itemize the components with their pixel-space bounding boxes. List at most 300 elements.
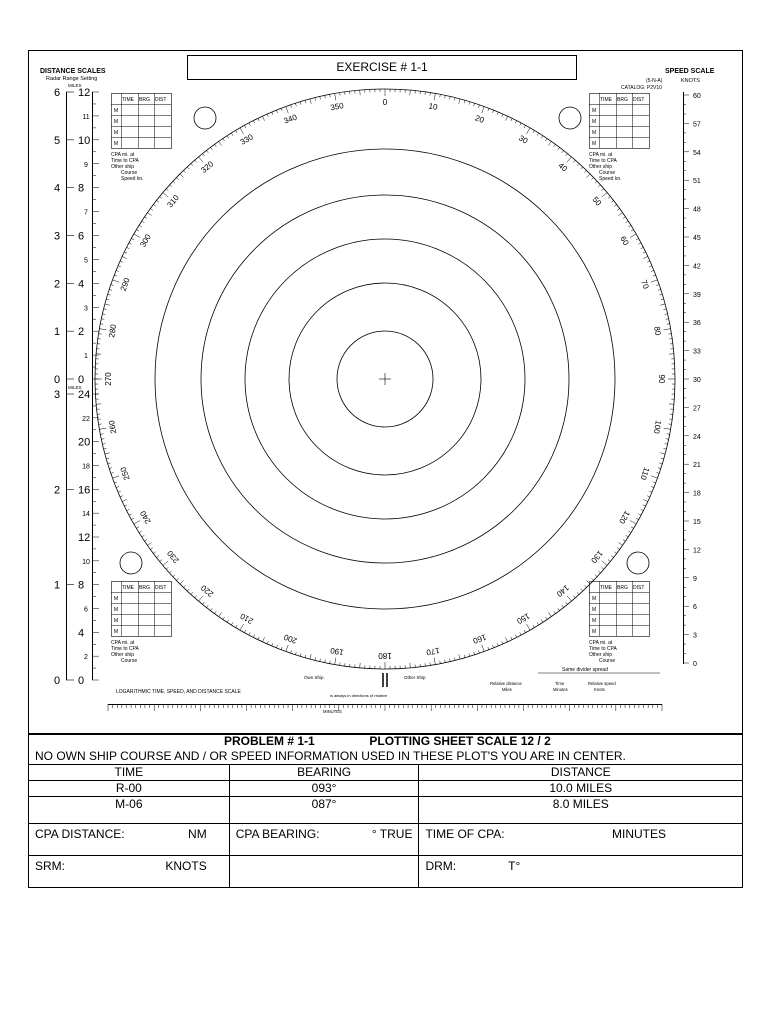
bearing-label: 270 — [104, 372, 113, 386]
bearing-tick — [223, 617, 225, 619]
table-row — [29, 781, 743, 797]
bearing-label: 300 — [138, 232, 153, 249]
bearing-label: 310 — [165, 193, 181, 210]
corner-m-label: M — [592, 629, 597, 635]
bearing-tick — [566, 602, 568, 604]
bearing-tick — [180, 174, 184, 178]
corner-circle-tl — [194, 107, 216, 129]
bearing-tick — [562, 605, 564, 607]
cpa-bearing-field[interactable] — [229, 824, 419, 856]
bearing-tick — [258, 118, 259, 121]
bearing-tick — [617, 548, 619, 550]
bearing-tick — [587, 174, 591, 178]
bearing-tick — [434, 93, 435, 100]
bearing-label: 180 — [378, 651, 392, 660]
corner-time-header: TIME — [600, 97, 612, 103]
dist-scale-a-label: 4 — [54, 182, 61, 195]
dist-scale-d-minor-label: 10 — [82, 558, 90, 566]
corner-m-label: M — [114, 141, 119, 147]
bearing-tick — [548, 141, 551, 145]
bearing-tick — [310, 99, 311, 104]
bearing-tick — [116, 270, 119, 271]
bearing-tick — [231, 622, 233, 625]
dist-scale-b-minor-label: 3 — [84, 305, 88, 313]
bearing-tick — [628, 531, 631, 533]
cpa-distance-label: CPA DISTANCE: — [35, 827, 125, 841]
bearing-tick — [666, 439, 669, 440]
corner-speed: Speed kn. — [121, 176, 144, 182]
bearing-tick — [223, 139, 225, 141]
bearing-tick — [464, 655, 465, 658]
bearing-tick — [108, 463, 111, 464]
corner-speed: Speed kn. — [599, 176, 622, 182]
bearing-tick — [109, 289, 112, 290]
bearing-tick — [116, 487, 119, 488]
bearing-tick — [305, 655, 306, 658]
bearing-tick — [647, 496, 650, 497]
bearing-tick — [649, 491, 652, 492]
row1-distance: 10.0 MILES — [419, 781, 743, 797]
knots-unit: KNOTS — [165, 859, 207, 873]
bearing-tick — [661, 458, 664, 459]
rel-dist-miles: Miles — [502, 687, 512, 692]
corner-m-label: M — [592, 141, 597, 147]
bearing-tick — [184, 585, 186, 587]
bearing-tick — [623, 539, 625, 541]
bearing-tick — [591, 578, 593, 580]
corner-other-ship: Other ship — [589, 164, 613, 170]
speed-scale-label: 3 — [693, 632, 697, 640]
bearing-tick — [325, 95, 326, 98]
bearing-tick — [150, 548, 152, 550]
corner-cpa-line: CPA mi. at — [589, 640, 613, 646]
bearing-tick — [474, 103, 475, 106]
bearing-label: 150 — [515, 611, 532, 626]
bearing-label: 140 — [554, 583, 571, 599]
bearing-tick — [139, 531, 142, 533]
bearing-tick — [104, 309, 107, 310]
bearing-tick — [636, 238, 639, 239]
bearing-tick — [101, 439, 104, 440]
bearing-tick — [651, 487, 654, 488]
bearing-tick — [102, 444, 105, 445]
true-unit: ° TRUE — [371, 827, 413, 841]
dist-scale-d-label: 20 — [78, 436, 91, 449]
bearing-tick — [482, 645, 484, 652]
speed-scale-label: 15 — [693, 519, 701, 526]
dist-scale-c-label: 3 — [54, 389, 61, 401]
bearing-tick — [202, 602, 204, 604]
bearing-tick — [291, 105, 292, 108]
dist-scale-c-label: 1 — [54, 579, 61, 592]
bearing-tick — [206, 150, 208, 152]
bearing-tick — [176, 578, 178, 580]
bearing-tick — [440, 94, 441, 97]
bearing-tick — [469, 102, 470, 105]
corner-m-label: M — [592, 596, 597, 602]
bearing-tick — [281, 108, 282, 111]
bearing-tick — [611, 200, 613, 202]
dist-scale-d-minor-label: 14 — [82, 511, 90, 519]
corner-table-br — [589, 581, 650, 664]
bearing-tick — [497, 112, 498, 115]
bearing-tick — [658, 289, 661, 290]
row1-time: R-00 — [29, 781, 230, 797]
dist-scale-d-minor-label: 2 — [84, 654, 88, 662]
same-divider-label: Same divider spread — [562, 667, 608, 673]
bearing-tick — [626, 221, 629, 223]
dist-scale-a-label: 5 — [54, 134, 61, 147]
corner-other-ship: Other ship — [589, 652, 613, 658]
bearing-tick — [562, 150, 564, 152]
bearing-tick — [541, 620, 543, 623]
bearing-tick — [651, 476, 658, 478]
corner-m-label: M — [114, 108, 119, 114]
dist-scale-d-label: 16 — [78, 484, 91, 497]
srm-field[interactable] — [29, 856, 230, 888]
bearing-tick — [104, 448, 107, 449]
bearing-tick — [253, 635, 254, 638]
bearing-tick — [474, 652, 475, 655]
bearing-tick — [663, 448, 666, 449]
bearing-tick — [664, 329, 671, 330]
corner-course: Course — [121, 658, 138, 664]
bearing-label: 290 — [118, 276, 132, 293]
bearing-tick — [258, 637, 259, 640]
bearing-tick — [434, 658, 435, 665]
bearing-tick — [643, 499, 648, 501]
bearing-tick — [100, 434, 103, 435]
bearing-label: 20 — [473, 113, 486, 125]
bearing-tick — [653, 482, 656, 483]
bearing-tick — [628, 225, 631, 227]
bearing-tick — [554, 144, 556, 146]
bearing-tick — [215, 144, 217, 146]
bearing-label: 320 — [199, 159, 216, 175]
bearing-tick — [231, 133, 233, 136]
bearing-label: 200 — [282, 632, 299, 646]
bearing-tick — [139, 225, 142, 227]
log-scale-label: LOGARITHMIC TIME, SPEED, AND DISTANCE SCALE — [116, 689, 241, 695]
speed-scale-label: 51 — [693, 178, 701, 186]
bearing-tick — [145, 539, 147, 541]
bearing-tick — [577, 592, 579, 594]
dist-scale-d-label: 0 — [78, 675, 85, 687]
dist-scale-d-minor-label: 18 — [82, 463, 90, 471]
corner-m-label: M — [114, 596, 119, 602]
bearing-label: 70 — [639, 278, 651, 291]
bearing-tick — [249, 632, 250, 635]
bearing-tick — [469, 653, 470, 656]
bearing-tick — [515, 121, 516, 124]
bearing-tick — [109, 468, 112, 469]
bearing-tick — [145, 217, 147, 219]
bearing-tick — [626, 535, 629, 537]
bearing-tick — [166, 567, 168, 569]
dist-scale-b-minor-label: 5 — [84, 257, 88, 265]
dist-scale-d-label: 8 — [78, 579, 85, 592]
bearing-tick — [267, 641, 268, 644]
bearing-tick — [602, 193, 607, 197]
bearing-tick — [502, 641, 503, 644]
bearing-tick — [240, 624, 244, 630]
bearing-tick — [236, 130, 238, 133]
speed-scale-label: 42 — [693, 263, 701, 271]
table-row — [29, 797, 743, 824]
bearing-tick — [199, 596, 203, 601]
speed-scale-label: 18 — [693, 490, 701, 498]
bearing-tick — [219, 141, 222, 145]
dist-scale-d-label: 24 — [78, 389, 91, 401]
bearing-label: 130 — [589, 548, 605, 565]
dist-scale-b-label: 4 — [78, 278, 85, 291]
bearing-tick — [631, 527, 634, 529]
cpa-distance-field[interactable] — [29, 824, 230, 856]
bearing-tick — [614, 204, 616, 206]
bearing-label: 230 — [165, 548, 181, 565]
bearing-tick — [602, 561, 607, 565]
bearing-tick — [195, 596, 197, 598]
bearing-tick — [286, 106, 288, 113]
bearing-tick — [153, 552, 155, 554]
corner-brg-header: BRG — [617, 585, 628, 591]
corner-course: Course — [121, 170, 138, 176]
miles-label-lower: MILES — [68, 385, 82, 390]
bearing-tick — [118, 266, 121, 267]
bearing-label: 110 — [638, 466, 652, 482]
bearing-tick — [520, 123, 521, 126]
corner-time-header: TIME — [122, 97, 134, 103]
bearing-tick — [240, 128, 244, 134]
bearing-tick — [537, 622, 539, 625]
bearing-tick — [545, 617, 547, 619]
bearing-tick — [482, 106, 484, 113]
bearing-tick — [638, 243, 641, 244]
bearing-tick — [667, 324, 670, 325]
bearing-tick — [129, 243, 132, 244]
problem-note: NO OWN SHIP COURSE AND / OR SPEED INFORMATION USED IN THESE PLOT'S YOU ARE IN CENTER. — [29, 749, 743, 765]
bearing-label: 80 — [652, 325, 663, 337]
bearing-tick — [169, 185, 171, 187]
speed-scale-label: 9 — [693, 575, 697, 583]
bearing-label: 340 — [282, 112, 299, 126]
bearing-tick — [163, 193, 168, 197]
bearing-tick — [249, 123, 250, 126]
row2-bearing: 087° — [229, 797, 419, 824]
corner-time-header: TIME — [122, 585, 134, 591]
bearing-label: 250 — [118, 465, 132, 482]
bearing-tick — [101, 319, 104, 320]
corner-time-to-cpa: Time to CPA — [111, 646, 139, 652]
corner-time-to-cpa: Time to CPA — [589, 646, 617, 652]
corner-table-bl — [111, 581, 172, 664]
bearing-tick — [131, 518, 134, 519]
bearing-tick — [533, 130, 535, 133]
bearing-tick — [281, 647, 282, 650]
log-scale-ticks — [108, 704, 662, 711]
bearing-tick — [651, 280, 658, 282]
bearing-tick — [608, 560, 610, 562]
speed-scale-label: 54 — [693, 149, 701, 157]
bearing-tick — [335, 658, 336, 665]
bearing-tick — [617, 209, 619, 211]
t-unit: T° — [508, 859, 521, 873]
dist-scale-b-label: 10 — [78, 134, 91, 147]
bearing-label: 280 — [107, 323, 119, 339]
bearing-tick — [598, 185, 600, 187]
bearing-tick — [598, 571, 600, 573]
time-of-cpa-field[interactable] — [419, 824, 743, 856]
bearing-label: 50 — [590, 194, 604, 208]
bearing-tick — [305, 100, 306, 103]
bearing-tick — [666, 319, 669, 320]
bearing-tick — [520, 632, 521, 635]
bearing-tick — [244, 630, 245, 633]
bearing-tick — [459, 654, 460, 659]
bearing-tick — [667, 434, 670, 435]
problem-header — [29, 734, 743, 750]
dist-scale-b-label: 8 — [78, 182, 85, 195]
bearing-tick — [515, 635, 516, 638]
always-relative-note: is always in directions of relative — [330, 693, 388, 698]
bearing-tick — [124, 505, 127, 506]
bearing-tick — [236, 625, 238, 628]
dist-scale-b-label: 6 — [78, 230, 85, 243]
bearing-tick — [636, 518, 639, 519]
corner-other-ship: Other ship — [111, 652, 135, 658]
bearing-tick — [656, 472, 659, 473]
bearing-tick — [124, 252, 127, 253]
bearing-tick — [584, 170, 586, 172]
bearing-tick — [127, 509, 130, 510]
bearing-tick — [584, 585, 586, 587]
bearing-tick — [156, 200, 158, 202]
bearing-tick — [581, 589, 583, 591]
bearing-tick — [630, 521, 636, 525]
corner-m-label: M — [592, 108, 597, 114]
bearing-tick — [573, 160, 575, 162]
bearing-tick — [656, 285, 659, 286]
corner-m-label: M — [592, 130, 597, 136]
time-label: Time — [555, 681, 565, 686]
corner-m-label: M — [114, 130, 119, 136]
corner-brg-header: BRG — [617, 97, 628, 103]
speed-scale-label: 39 — [693, 291, 701, 299]
relative-speed-label: Relative speed — [588, 681, 616, 686]
bearing-tick — [202, 154, 204, 156]
corner-circle-bl — [120, 552, 142, 574]
bearing-tick — [527, 624, 531, 630]
bearing-label: 0 — [382, 98, 388, 107]
bearing-tick — [602, 567, 604, 569]
bearing-tick — [127, 247, 130, 248]
dist-scale-b-label: 0 — [78, 374, 85, 386]
bearing-tick — [567, 596, 571, 601]
bearing-tick — [262, 637, 264, 642]
dist-scale-a-label: 3 — [54, 230, 61, 243]
bearing-tick — [210, 147, 212, 149]
bearing-tick — [488, 647, 489, 650]
bearing-tick — [227, 620, 229, 623]
bearing-tick — [541, 136, 543, 139]
speed-scale-label: 45 — [693, 235, 701, 242]
bearing-tick — [136, 527, 139, 529]
bearing-tick — [253, 121, 254, 124]
speed-scale-label: SPEED SCALE — [665, 68, 715, 75]
bearing-tick — [118, 491, 121, 492]
bearing-tick — [558, 147, 560, 149]
drm-field[interactable] — [419, 856, 743, 888]
bearing-tick — [660, 453, 665, 454]
bearing-tick — [244, 125, 245, 128]
bearing-tick — [272, 643, 273, 646]
bearing-tick — [643, 256, 648, 258]
miles-label: MILES — [68, 83, 82, 88]
corner-dist-header: DIST — [633, 585, 645, 591]
row2-time: M-06 — [29, 797, 230, 824]
bearing-tick — [623, 217, 625, 219]
bearing-tick — [608, 196, 610, 198]
bearing-tick — [169, 571, 171, 573]
bearing-tick — [618, 542, 622, 545]
bearing-tick — [173, 181, 175, 183]
corner-m-label: M — [114, 607, 119, 613]
corner-m-label: M — [592, 618, 597, 624]
minutes-unit: MINUTES — [612, 827, 666, 841]
bearing-tick — [187, 167, 189, 169]
bearing-tick — [206, 605, 208, 607]
bearing-tick — [454, 657, 455, 660]
bearing-tick — [643, 505, 646, 506]
dist-scale-c-label: 2 — [54, 484, 61, 497]
bearing-tick — [120, 496, 123, 497]
bearing-tick — [180, 581, 184, 585]
corner-course: Course — [599, 170, 616, 176]
bearing-tick — [267, 114, 268, 117]
row1-bearing: 093° — [229, 781, 419, 797]
bearing-tick — [166, 189, 168, 191]
bearing-tick — [660, 304, 665, 305]
rel-speed-knots: Knots — [594, 687, 605, 692]
bearing-tick — [315, 657, 316, 660]
speed-scale-label: 12 — [693, 547, 701, 555]
drm-label: DRM: — [425, 859, 457, 873]
bearing-tick — [488, 108, 489, 111]
dist-scale-b-label: 2 — [78, 326, 85, 339]
bearing-tick — [653, 275, 656, 276]
bearing-tick — [315, 98, 316, 101]
corner-time-to-cpa: Time to CPA — [111, 158, 139, 164]
dist-scale-c-label: 0 — [54, 675, 61, 687]
bearing-tick — [184, 170, 186, 172]
bearing-tick — [595, 575, 597, 577]
bearing-tick — [136, 230, 139, 232]
speed-scale-label: 24 — [693, 433, 701, 441]
speed-scale-label: 33 — [693, 348, 701, 356]
bearing-tick — [566, 154, 568, 156]
bearing-tick — [330, 94, 331, 97]
bearing-tick — [122, 499, 127, 501]
speed-scale-label: 30 — [693, 377, 701, 384]
bearing-tick — [276, 645, 277, 648]
bearing-label: 100 — [651, 419, 663, 435]
bearing-tick — [163, 561, 168, 565]
corner-brg-header: BRG — [139, 585, 150, 591]
speed-scale-label: 36 — [693, 320, 701, 328]
sheet-border — [29, 51, 743, 735]
bearing-tick — [558, 608, 560, 610]
bearing-tick — [106, 458, 109, 459]
